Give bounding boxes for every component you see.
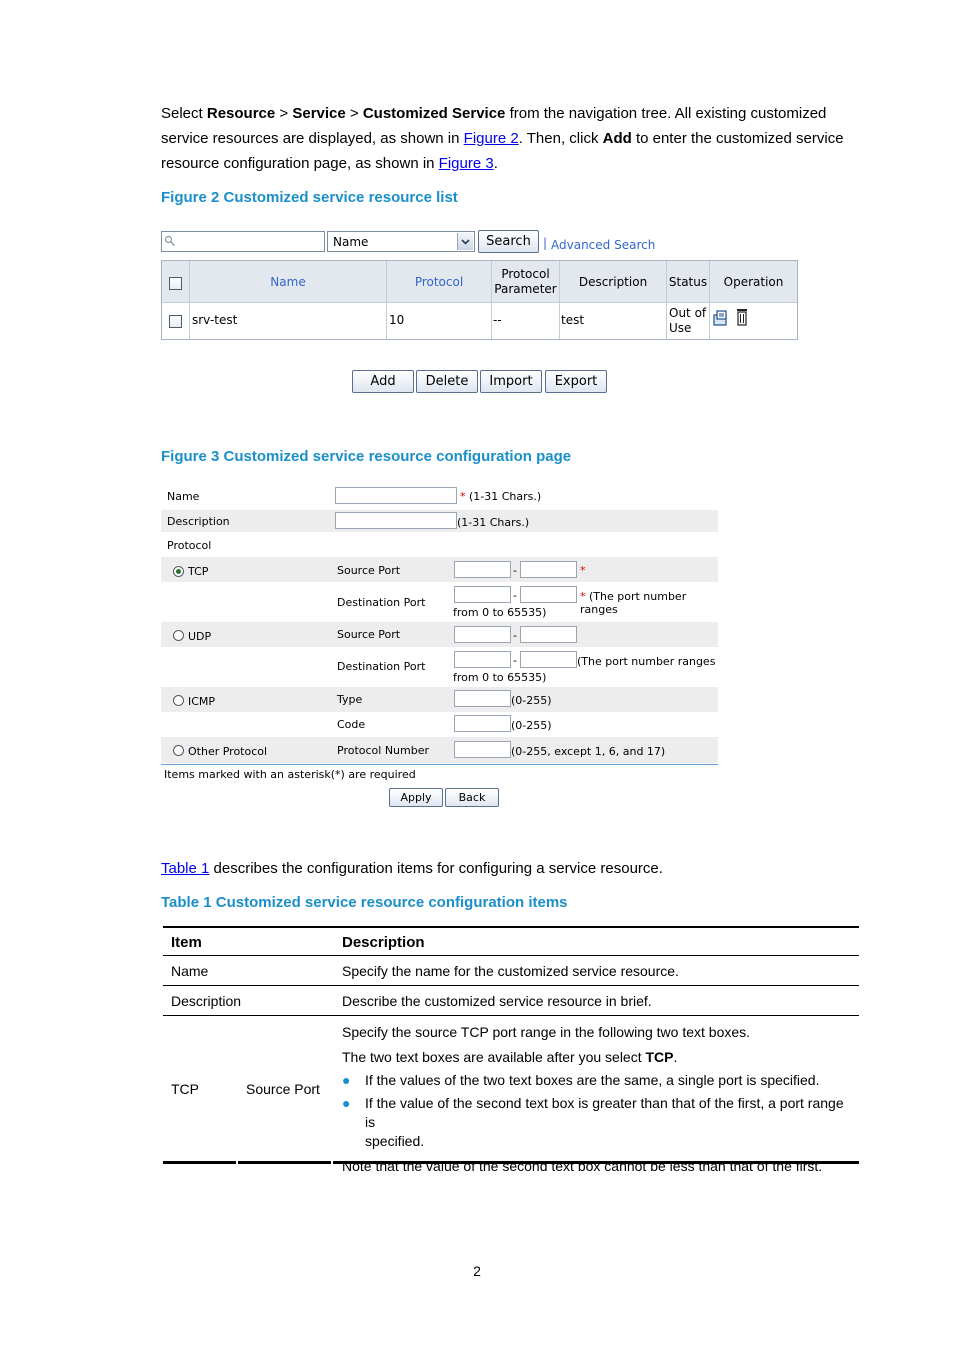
tcp-dest-port-end[interactable]: [520, 586, 577, 603]
search-icon: [164, 235, 176, 247]
resource-list-table: [161, 260, 798, 340]
row-name: srv-test: [192, 313, 238, 327]
udp-source-port-end[interactable]: [520, 626, 577, 643]
figure2-caption: Figure 2 Customized service resource list: [161, 189, 458, 206]
figure2-link[interactable]: Figure 2: [463, 130, 519, 147]
dash: -: [513, 564, 517, 577]
protocol-number-input[interactable]: [454, 741, 511, 758]
trash-icon[interactable]: [735, 308, 749, 327]
table-row-description: Specify the name for the customized service resource.: [342, 963, 679, 979]
column-header-protocol[interactable]: Protocol: [414, 275, 464, 289]
table-row-item: Name: [171, 963, 209, 979]
search-field-value: Name: [333, 235, 369, 249]
tcp-source-port-label: Source Port: [337, 564, 401, 577]
tcp-range-hint: * (The port number ranges: [580, 590, 687, 616]
chevron-down-icon: [457, 233, 473, 250]
service-config-form: [161, 483, 718, 767]
icmp-code-input[interactable]: [454, 715, 511, 732]
table-header-item: Item: [171, 934, 202, 951]
advanced-search-link[interactable]: Advanced Search: [551, 238, 656, 252]
udp-dest-port-start[interactable]: [454, 651, 511, 668]
search-field-select[interactable]: [327, 231, 475, 252]
description-label: Description: [167, 515, 230, 528]
udp-dest-port-end[interactable]: [520, 651, 577, 668]
export-button[interactable]: Export: [545, 370, 607, 393]
udp-source-port-label: Source Port: [337, 628, 401, 641]
row-protocol: 10: [389, 313, 405, 327]
delete-button[interactable]: Delete: [416, 370, 478, 393]
description-input[interactable]: [335, 512, 457, 529]
table-row-subitem: Source Port: [246, 1081, 320, 1097]
figure3-link[interactable]: Figure 3: [438, 155, 494, 172]
row-parameter: --: [493, 313, 502, 327]
udp-dest-port-label: Destination Port: [337, 660, 426, 673]
dash: -: [513, 654, 517, 667]
column-header-protocol-parameter: Protocol Parameter: [494, 267, 557, 296]
protocol-number-hint: (0-255, except 1, 6, and 17): [511, 745, 666, 758]
tcp-dest-port-start[interactable]: [454, 586, 511, 603]
tcp-source-port-start[interactable]: [454, 561, 511, 578]
icmp-code-label: Code: [337, 718, 366, 731]
udp-range-hint-2: from 0 to 65535): [453, 671, 547, 684]
description-hint: (1-31 Chars.): [457, 516, 530, 529]
udp-range-hint: (The port number ranges: [577, 655, 716, 668]
name-label: Name: [167, 490, 200, 503]
edit-icon[interactable]: [712, 309, 730, 327]
tcp-dest-port-label: Destination Port: [337, 596, 426, 609]
tcp-label: TCP: [188, 565, 209, 578]
table-intro: Table 1 describes the configuration items for configuring a service resource.: [161, 860, 663, 877]
tcp-range-hint-2: from 0 to 65535): [453, 606, 547, 619]
apply-button[interactable]: Apply: [389, 788, 443, 807]
table-row-item-tcp: TCP: [171, 1081, 199, 1097]
tcp-source-port-end[interactable]: [520, 561, 577, 578]
udp-label: UDP: [188, 630, 212, 643]
select-all-checkbox[interactable]: [169, 277, 182, 290]
required-asterisk: *: [580, 564, 586, 577]
table-row-description: Describe the customized service resource in brief.: [342, 993, 652, 1009]
intro-paragraph: Select Resource > Service > Customized Service from the navigation tree. All existing customized service resources are displayed, as shown in Figure 2. Then, click Add to enter the customized service resource configuration page, as shown in Figure 3.: [161, 105, 844, 172]
bullet-icon: ●: [342, 1072, 351, 1088]
search-input[interactable]: [161, 231, 325, 252]
other-protocol-label: Other Protocol: [188, 745, 268, 758]
other-protocol-radio[interactable]: [173, 745, 184, 756]
column-header-description: Description: [578, 275, 648, 289]
name-input[interactable]: [335, 487, 457, 504]
config-items-table: [163, 926, 859, 1174]
dash: -: [513, 629, 517, 642]
dash: -: [513, 589, 517, 602]
row-status: Out of Use: [669, 306, 707, 335]
tcp-radio[interactable]: [173, 566, 184, 577]
icmp-type-input[interactable]: [454, 690, 511, 707]
udp-radio[interactable]: [173, 630, 184, 641]
icmp-code-hint: (0-255): [511, 719, 552, 732]
table1-caption: Table 1 Customized service resource configuration items: [161, 894, 568, 911]
table1-link[interactable]: Table 1: [161, 860, 210, 877]
row-checkbox[interactable]: [169, 315, 182, 328]
search-button[interactable]: Search: [478, 230, 539, 253]
page-number: 2: [473, 1263, 481, 1279]
icmp-label: ICMP: [188, 695, 216, 708]
column-header-status: Status: [668, 275, 708, 289]
table-row-description-tcp: Specify the source TCP port range in the following two text boxes. The two text boxes are available after you select TCP. ● If the values of the two text boxes are the same, a single port is specified. ● If the value of the second text box is greater than that of the first, a port range is specified. Note that the value of the second text box cannot be less than that of the first.: [342, 1024, 844, 1174]
icmp-type-label: Type: [337, 693, 363, 706]
figure3-caption: Figure 3 Customized service resource configuration page: [161, 448, 572, 465]
row-description: test: [561, 313, 585, 327]
icmp-type-hint: (0-255): [511, 694, 552, 707]
add-button[interactable]: Add: [352, 370, 414, 393]
column-header-name[interactable]: Name: [270, 275, 306, 289]
table-header-description: Description: [342, 934, 425, 951]
protocol-label: Protocol: [167, 539, 212, 552]
bullet-icon: ●: [342, 1095, 351, 1111]
icmp-radio[interactable]: [173, 695, 184, 706]
udp-source-port-start[interactable]: [454, 626, 511, 643]
back-button[interactable]: Back: [445, 788, 499, 807]
search-separator: |: [543, 236, 548, 250]
table-row-item: Description: [171, 993, 242, 1009]
import-button[interactable]: Import: [480, 370, 542, 393]
required-note: Items marked with an asterisk(*) are required: [164, 768, 416, 781]
protocol-number-label: Protocol Number: [337, 744, 430, 757]
column-header-operation: Operation: [723, 275, 784, 289]
name-hint: * (1-31 Chars.): [460, 490, 542, 503]
